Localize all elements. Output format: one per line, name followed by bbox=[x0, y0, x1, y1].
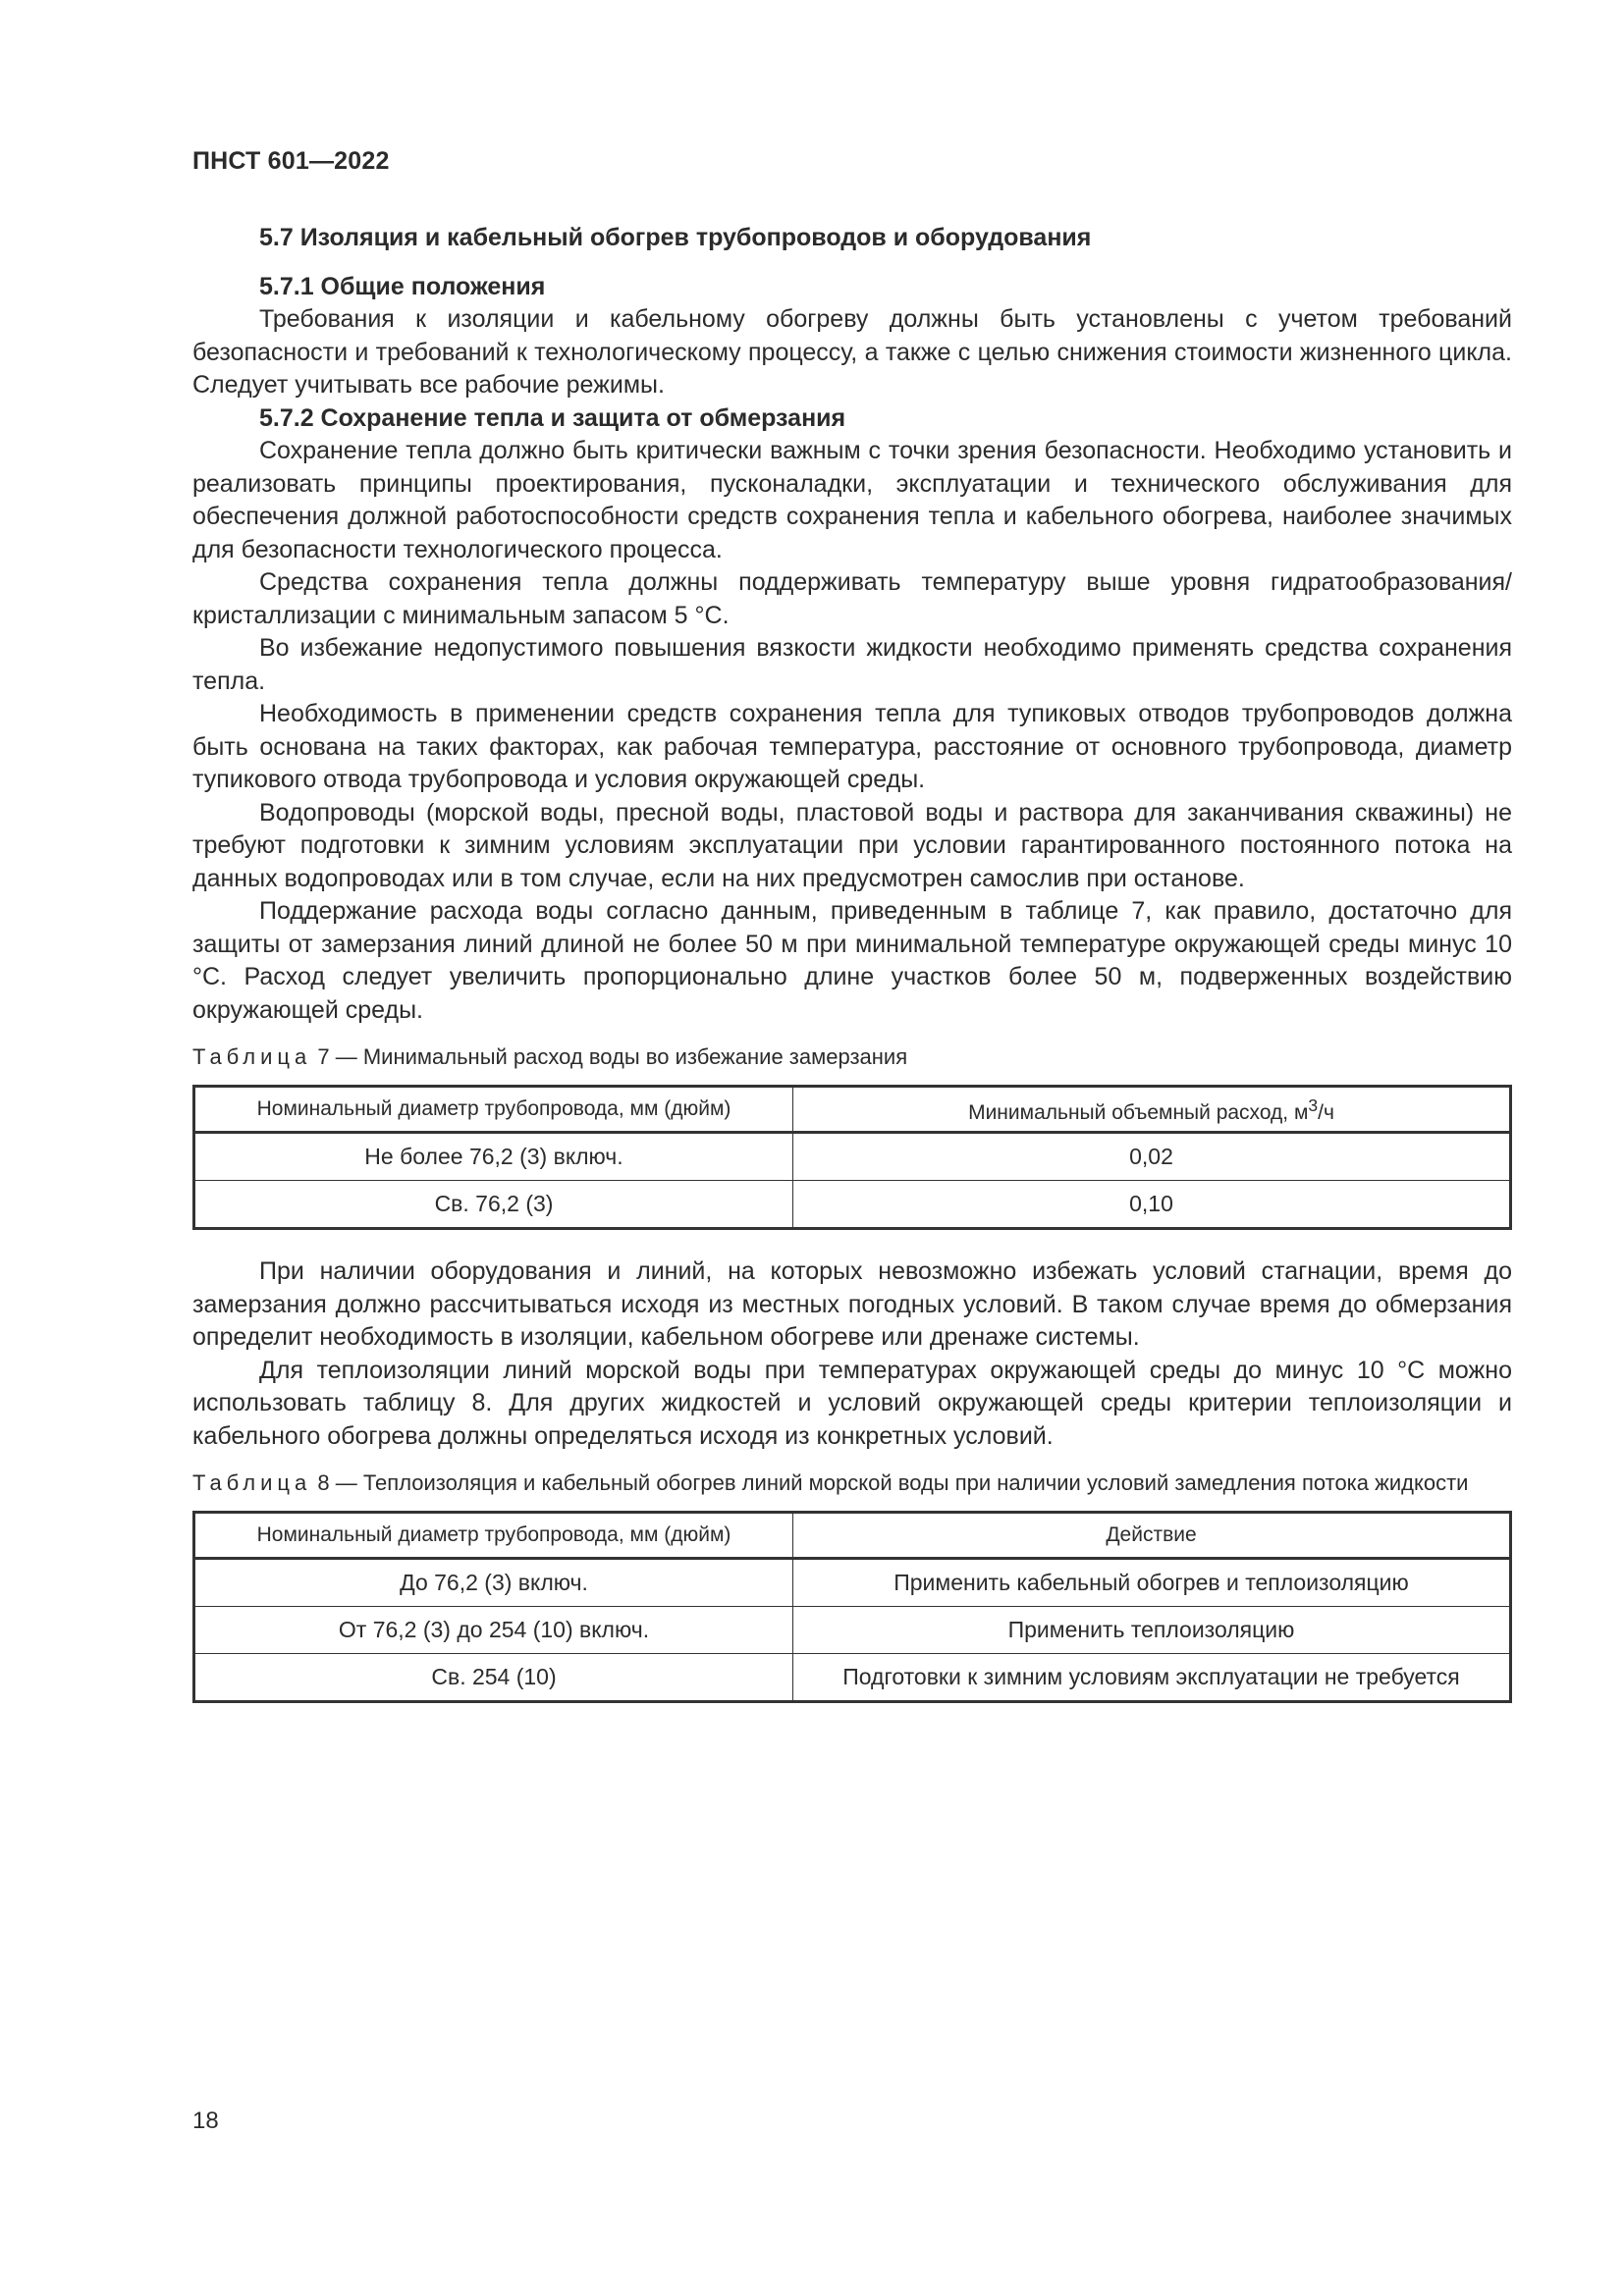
table-caption-label: Таблица bbox=[192, 1470, 312, 1495]
table-cell-action: Применить кабельный обогрев и теплоизоляцию bbox=[793, 1559, 1511, 1607]
page-number: 18 bbox=[192, 2108, 219, 2134]
document-body bbox=[192, 222, 1512, 1729]
table-caption-text: 8 — Теплоизоляция и кабельный обогрев линий морской воды при наличии условий замедления потока жидкости bbox=[311, 1470, 1469, 1495]
table-cell-flow: 0,02 bbox=[793, 1133, 1511, 1181]
table-row bbox=[194, 1607, 1511, 1654]
table-row bbox=[194, 1654, 1511, 1702]
table-cell-diameter: От 76,2 (3) до 254 (10) включ. bbox=[194, 1607, 793, 1654]
paragraph: Водопроводы (морской воды, пресной воды, пластовой воды и раствора для заканчивания скважины) не требуют подготовки к зимним условиям эксплуатации при условии гарантированного постоянного потока на данных водопроводах или в том случае, если на них предусмотрен самослив при останове. bbox=[192, 798, 1512, 892]
table-cell-diameter: Св. 76,2 (3) bbox=[194, 1181, 793, 1229]
header-superscript: 3 bbox=[1308, 1095, 1319, 1115]
paragraph: Требования к изоляции и кабельному обогреву должны быть установлены с учетом требований безопасности и требований к технологическому процессу, а также с целью снижения стоимости жизненного цикла. Следует учитывать все рабочие режимы. bbox=[192, 305, 1512, 399]
document-header-id: ПНСТ 601—2022 bbox=[192, 147, 390, 175]
table-header-flow bbox=[793, 1087, 1511, 1133]
paragraph: Для теплоизоляции линий морской воды при температурах окружающей среды до минус 10 °С можно использовать таблицу 8. Для других жидкостей и условий окружающей среды критерии теплоизоляции и кабельного обогрева должны определяться исходя из конкретных условий. bbox=[192, 1356, 1512, 1450]
table-row bbox=[194, 1559, 1511, 1607]
paragraph: Сохранение тепла должно быть критически важным с точки зрения безопасности. Необходимо установить и реализовать принципы проектирования, пусконаладки, эксплуатации и технического обслуживания для обеспечения должной работоспособности средств сохранения тепла и кабельного обогрева, наиболее значимых для безопасности технологического процесса. bbox=[192, 437, 1512, 563]
table-8-caption bbox=[192, 1468, 1512, 1497]
table-header-diameter: Номинальный диаметр трубопровода, мм (дюйм) bbox=[194, 1513, 793, 1559]
table-cell-flow: 0,10 bbox=[793, 1181, 1511, 1229]
table-cell-diameter: Св. 254 (10) bbox=[194, 1654, 793, 1702]
subsection-heading-general: 5.7.1 Общие положения bbox=[259, 272, 546, 300]
header-text: /ч bbox=[1318, 1100, 1334, 1124]
table-header-row bbox=[194, 1087, 1511, 1133]
table-cell-action: Подготовки к зимним условиям эксплуатации не требуется bbox=[793, 1654, 1511, 1702]
paragraph: Средства сохранения тепла должны поддерживать температуру выше уровня гидратообразования/кристаллизации с минимальным запасом 5 °С. bbox=[192, 568, 1512, 629]
table-row bbox=[194, 1133, 1511, 1181]
subsection-heading-heat-retention: 5.7.2 Сохранение тепла и защита от обмерзания bbox=[259, 403, 846, 432]
table-header-action: Действие bbox=[793, 1513, 1511, 1559]
table-cell-diameter: До 76,2 (3) включ. bbox=[194, 1559, 793, 1607]
table-cell-diameter: Не более 76,2 (3) включ. bbox=[194, 1133, 793, 1181]
table-7-caption bbox=[192, 1042, 1512, 1071]
table-caption-text: 7 — Минимальный расход воды во избежание замерзания bbox=[311, 1044, 908, 1069]
table-row bbox=[194, 1181, 1511, 1229]
table-cell-action: Применить теплоизоляцию bbox=[793, 1607, 1511, 1654]
table-caption-label: Таблица bbox=[192, 1044, 312, 1069]
table-header-diameter: Номинальный диаметр трубопровода, мм (дюйм) bbox=[194, 1087, 793, 1133]
paragraph: Необходимость в применении средств сохранения тепла для тупиковых отводов трубопроводов должна быть основана на таких факторах, как рабочая температура, расстояние от основного трубопровода, диаметр тупикового отвода трубопровода и условия окружающей среды. bbox=[192, 700, 1512, 793]
header-text: Минимальный объемный расход, м bbox=[968, 1100, 1309, 1124]
paragraph: Поддержание расхода воды согласно данным, приведенным в таблице 7, как правило, достаточно для защиты от замерзания линий длиной не более 50 м при минимальной температуре окружающей среды минус 10 °С. Расход следует увеличить пропорционально длине участков более 50 м, подверженных воздействию окружающей среды. bbox=[192, 897, 1512, 1024]
table-8-seawater-insulation bbox=[192, 1511, 1512, 1703]
paragraph: Во избежание недопустимого повышения вязкости жидкости необходимо применять средства сохранения тепла. bbox=[192, 634, 1512, 695]
section-heading: 5.7 Изоляция и кабельный обогрев трубопроводов и оборудования bbox=[259, 224, 1092, 251]
paragraph: При наличии оборудования и линий, на которых невозможно избежать условий стагнации, время до замерзания должно рассчитываться исходя из местных погодных условий. В таком случае время до обмерзания определит необходимость в изоляции, кабельном обогреве или дренаже системы. bbox=[192, 1257, 1512, 1351]
table-7-min-water-flow bbox=[192, 1085, 1512, 1230]
table-header-row bbox=[194, 1513, 1511, 1559]
